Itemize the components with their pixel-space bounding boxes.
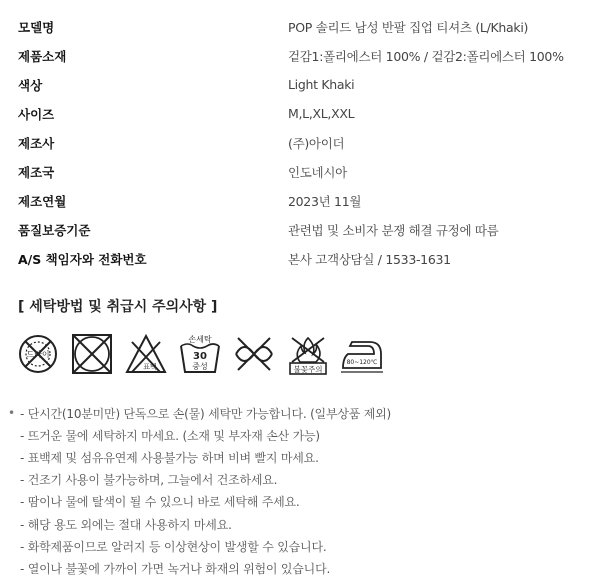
spec-row-color bbox=[18, 70, 598, 99]
spec-value: Light Khaki bbox=[288, 77, 355, 92]
list-item bbox=[8, 469, 391, 491]
list-bullet: • bbox=[8, 406, 15, 421]
spec-row-as-contact bbox=[18, 244, 598, 273]
icon-text: 80~120℃ bbox=[346, 359, 378, 366]
icon-text-top: 손세탁 bbox=[188, 335, 212, 344]
note-text: - 열이나 불꽃에 가까이 가면 녹거나 화재의 위험이 있습니다. bbox=[20, 561, 331, 576]
note-text: - 뜨거운 물에 세탁하지 마세요. (소재 및 부자재 손산 가능) bbox=[20, 428, 320, 443]
list-item bbox=[8, 513, 391, 535]
note-text: - 땀이나 물에 탈색이 될 수 있으니 바로 세탁해 주세요. bbox=[20, 495, 300, 510]
spec-row-material bbox=[18, 41, 598, 70]
spec-value: POP 솔리드 남성 반팔 집업 티셔츠 (L/Khaki) bbox=[288, 19, 529, 35]
note-text: - 표백제 및 섬유유연제 사용불가능 하며 비벼 빨지 마세요. bbox=[20, 450, 319, 465]
list-item bbox=[8, 557, 391, 579]
icon-text-mid: 30 bbox=[193, 351, 207, 362]
note-text: - 화학제품이므로 알러지 등 이상현상이 발생할 수 있습니다. bbox=[20, 539, 327, 554]
iron-temperature-icon bbox=[340, 332, 384, 376]
product-spec-table bbox=[18, 12, 598, 273]
spec-label: 색상 bbox=[18, 77, 43, 93]
list-item bbox=[8, 446, 391, 468]
spec-row-warranty bbox=[18, 215, 598, 244]
spec-label: 제조국 bbox=[18, 164, 55, 180]
list-item bbox=[8, 424, 391, 446]
list-item bbox=[8, 535, 391, 557]
no-tumble-dry-icon bbox=[16, 332, 60, 376]
no-bleach-icon bbox=[124, 332, 168, 376]
spec-row-manufacturer bbox=[18, 128, 598, 157]
spec-value: 인도네시아 bbox=[288, 164, 347, 180]
spec-value: M,L,XL,XXL bbox=[288, 106, 355, 121]
note-text: - 해당 용도 외에는 절대 사용하지 마세요. bbox=[20, 517, 232, 532]
spec-label: 제품소재 bbox=[18, 48, 67, 64]
spec-value: 겉감1:폴리에스터 100% / 겉감2:폴리에스터 100% bbox=[288, 48, 564, 64]
spec-row-size bbox=[18, 99, 598, 128]
spec-value: 본사 고객상담실 / 1533-1631 bbox=[288, 251, 451, 267]
note-text: - 건조기 사용이 불가능하며, 그늘에서 건조하세요. bbox=[20, 473, 278, 488]
spec-row-country bbox=[18, 157, 598, 186]
spec-value: 2023년 11월 bbox=[288, 193, 362, 209]
spec-label: 사이즈 bbox=[18, 106, 55, 122]
list-item bbox=[8, 402, 391, 424]
spec-label: 모델명 bbox=[18, 19, 55, 35]
note-text: - 단시간(10분미만) 단독으로 손(물) 세탁만 가능합니다. (일부상품 제외) bbox=[20, 406, 391, 421]
spec-label: 품질보증기준 bbox=[18, 222, 91, 238]
spec-row-model bbox=[18, 12, 598, 41]
care-notes-list bbox=[8, 402, 391, 580]
spec-value: (주)아이더 bbox=[288, 135, 345, 151]
icon-text: 표백 bbox=[143, 363, 157, 371]
do-not-wring-icon bbox=[70, 332, 114, 376]
do-not-twist-icon bbox=[232, 332, 276, 376]
spec-row-date bbox=[18, 186, 598, 215]
spec-value: 관련법 및 소비자 분쟁 해결 규정에 따름 bbox=[288, 222, 499, 238]
spec-label: A/S 책임자와 전화번호 bbox=[18, 251, 147, 267]
icon-text: 드라이 bbox=[26, 350, 50, 359]
list-item bbox=[8, 491, 391, 513]
care-icons bbox=[16, 332, 384, 376]
care-section-title: [ 세탁방법 및 취급시 주의사항 ] bbox=[18, 299, 218, 315]
spec-label: 제조사 bbox=[18, 135, 55, 151]
spec-label: 제조연월 bbox=[18, 193, 67, 209]
keep-away-from-fire-icon bbox=[286, 332, 330, 376]
icon-text: 불꽃주의 bbox=[293, 365, 323, 374]
icon-text-bottom: 중성 bbox=[192, 362, 208, 371]
hand-wash-30-icon bbox=[178, 332, 222, 376]
